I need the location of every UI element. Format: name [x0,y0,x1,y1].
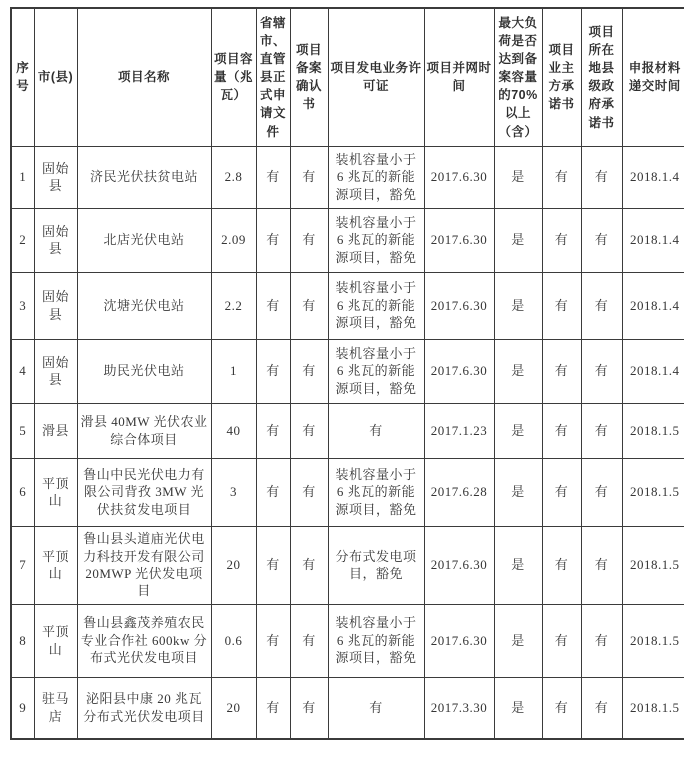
cell-generation-license: 有 [328,403,424,458]
header-cell-no: 序号 [11,8,34,146]
cell-max-load-70pct: 是 [494,208,542,272]
table-row [11,526,684,604]
cell-no: 1 [11,146,34,208]
cell-city: 平顶山 [34,458,77,526]
cell-owner-commitment: 有 [542,208,581,272]
header-cell-submission-time: 申报材料递交时间 [622,8,684,146]
cell-filing-confirmation: 有 [290,677,328,739]
cell-application-doc: 有 [256,272,290,339]
cell-generation-license: 分布式发电项目，豁免 [328,526,424,604]
cell-application-doc: 有 [256,339,290,403]
cell-gov-commitment: 有 [581,208,622,272]
header-cell-owner-commitment: 项目业主方承诺书 [542,8,581,146]
table-row [11,458,684,526]
cell-capacity-mw: 2.2 [211,272,256,339]
table-body [11,146,684,739]
table-row [11,403,684,458]
cell-generation-license: 装机容量小于 6 兆瓦的新能源项目，豁免 [328,146,424,208]
table-row [11,339,684,403]
cell-application-doc: 有 [256,604,290,677]
cell-filing-confirmation: 有 [290,526,328,604]
cell-capacity-mw: 3 [211,458,256,526]
cell-city: 平顶山 [34,604,77,677]
cell-generation-license: 装机容量小于 6 兆瓦的新能源项目，豁免 [328,272,424,339]
cell-gov-commitment: 有 [581,272,622,339]
cell-filing-confirmation: 有 [290,146,328,208]
cell-no: 6 [11,458,34,526]
cell-grid-connection-time: 2017.6.30 [424,339,494,403]
cell-city: 固始县 [34,272,77,339]
cell-grid-connection-time: 2017.6.30 [424,146,494,208]
cell-no: 8 [11,604,34,677]
cell-project-name: 助民光伏电站 [77,339,211,403]
cell-gov-commitment: 有 [581,604,622,677]
header-cell-project-name: 项目名称 [77,8,211,146]
cell-capacity-mw: 2.8 [211,146,256,208]
cell-max-load-70pct: 是 [494,339,542,403]
cell-owner-commitment: 有 [542,677,581,739]
cell-project-name: 沈塘光伏电站 [77,272,211,339]
cell-capacity-mw: 2.09 [211,208,256,272]
header-cell-gov-commitment: 项目所在地县级政府承诺书 [581,8,622,146]
cell-project-name: 滑县 40MW 光伏农业综合体项目 [77,403,211,458]
cell-grid-connection-time: 2017.3.30 [424,677,494,739]
cell-grid-connection-time: 2017.6.28 [424,458,494,526]
cell-filing-confirmation: 有 [290,458,328,526]
header-cell-grid-connection-time: 项目并网时间 [424,8,494,146]
cell-owner-commitment: 有 [542,146,581,208]
cell-generation-license: 有 [328,677,424,739]
cell-no: 3 [11,272,34,339]
cell-gov-commitment: 有 [581,146,622,208]
cell-project-name: 泌阳县中康 20 兆瓦分布式光伏发电项目 [77,677,211,739]
header-cell-application-doc: 省辖市、直管县正式申请文件 [256,8,290,146]
cell-generation-license: 装机容量小于 6 兆瓦的新能源项目，豁免 [328,604,424,677]
cell-gov-commitment: 有 [581,403,622,458]
cell-city: 固始县 [34,208,77,272]
header-row [11,8,684,146]
cell-generation-license: 装机容量小于 6 兆瓦的新能源项目，豁免 [328,339,424,403]
cell-no: 9 [11,677,34,739]
cell-filing-confirmation: 有 [290,604,328,677]
header-cell-max-load-70pct: 最大负荷是否达到备案容量的70%以上（含） [494,8,542,146]
cell-application-doc: 有 [256,403,290,458]
cell-gov-commitment: 有 [581,677,622,739]
header-cell-capacity-mw: 项目容量（兆瓦） [211,8,256,146]
cell-owner-commitment: 有 [542,604,581,677]
table-row [11,146,684,208]
cell-submission-time: 2018.1.5 [622,403,684,458]
cell-project-name: 鲁山县头道庙光伏电力科技开发有限公司 20MWP 光伏发电项目 [77,526,211,604]
cell-project-name: 济民光伏扶贫电站 [77,146,211,208]
cell-owner-commitment: 有 [542,272,581,339]
cell-application-doc: 有 [256,677,290,739]
cell-filing-confirmation: 有 [290,272,328,339]
cell-application-doc: 有 [256,146,290,208]
header-cell-filing-confirmation: 项目备案确认书 [290,8,328,146]
table-row [11,208,684,272]
cell-no: 5 [11,403,34,458]
cell-submission-time: 2018.1.5 [622,677,684,739]
cell-city: 驻马店 [34,677,77,739]
cell-project-name: 鲁山中民光伏电力有限公司背孜 3MW 光伏扶贫发电项目 [77,458,211,526]
cell-generation-license: 装机容量小于 6 兆瓦的新能源项目，豁免 [328,458,424,526]
cell-capacity-mw: 1 [211,339,256,403]
cell-filing-confirmation: 有 [290,339,328,403]
cell-application-doc: 有 [256,526,290,604]
cell-city: 平顶山 [34,526,77,604]
cell-application-doc: 有 [256,208,290,272]
table-row [11,677,684,739]
cell-grid-connection-time: 2017.6.30 [424,272,494,339]
cell-filing-confirmation: 有 [290,403,328,458]
cell-gov-commitment: 有 [581,458,622,526]
cell-max-load-70pct: 是 [494,526,542,604]
cell-no: 4 [11,339,34,403]
cell-max-load-70pct: 是 [494,677,542,739]
cell-owner-commitment: 有 [542,339,581,403]
cell-capacity-mw: 20 [211,677,256,739]
pv-project-application-table [10,7,684,740]
cell-submission-time: 2018.1.4 [622,339,684,403]
cell-owner-commitment: 有 [542,458,581,526]
cell-capacity-mw: 40 [211,403,256,458]
cell-grid-connection-time: 2017.1.23 [424,403,494,458]
cell-grid-connection-time: 2017.6.30 [424,604,494,677]
cell-project-name: 鲁山县鑫茂养殖农民专业合作社 600kw 分布式光伏发电项目 [77,604,211,677]
cell-submission-time: 2018.1.5 [622,526,684,604]
cell-max-load-70pct: 是 [494,403,542,458]
cell-generation-license: 装机容量小于 6 兆瓦的新能源项目，豁免 [328,208,424,272]
cell-grid-connection-time: 2017.6.30 [424,208,494,272]
cell-max-load-70pct: 是 [494,458,542,526]
cell-capacity-mw: 0.6 [211,604,256,677]
table-row [11,604,684,677]
cell-city: 滑县 [34,403,77,458]
cell-gov-commitment: 有 [581,526,622,604]
cell-max-load-70pct: 是 [494,604,542,677]
header-cell-generation-license: 项目发电业务许可证 [328,8,424,146]
cell-max-load-70pct: 是 [494,146,542,208]
cell-owner-commitment: 有 [542,403,581,458]
cell-city: 固始县 [34,339,77,403]
header-cell-city: 市(县) [34,8,77,146]
cell-filing-confirmation: 有 [290,208,328,272]
cell-submission-time: 2018.1.5 [622,458,684,526]
table-row [11,272,684,339]
cell-max-load-70pct: 是 [494,272,542,339]
cell-submission-time: 2018.1.4 [622,208,684,272]
cell-submission-time: 2018.1.5 [622,604,684,677]
cell-city: 固始县 [34,146,77,208]
cell-no: 2 [11,208,34,272]
cell-grid-connection-time: 2017.6.30 [424,526,494,604]
cell-gov-commitment: 有 [581,339,622,403]
cell-owner-commitment: 有 [542,526,581,604]
cell-project-name: 北店光伏电站 [77,208,211,272]
cell-capacity-mw: 20 [211,526,256,604]
cell-submission-time: 2018.1.4 [622,272,684,339]
cell-submission-time: 2018.1.4 [622,146,684,208]
cell-no: 7 [11,526,34,604]
cell-application-doc: 有 [256,458,290,526]
